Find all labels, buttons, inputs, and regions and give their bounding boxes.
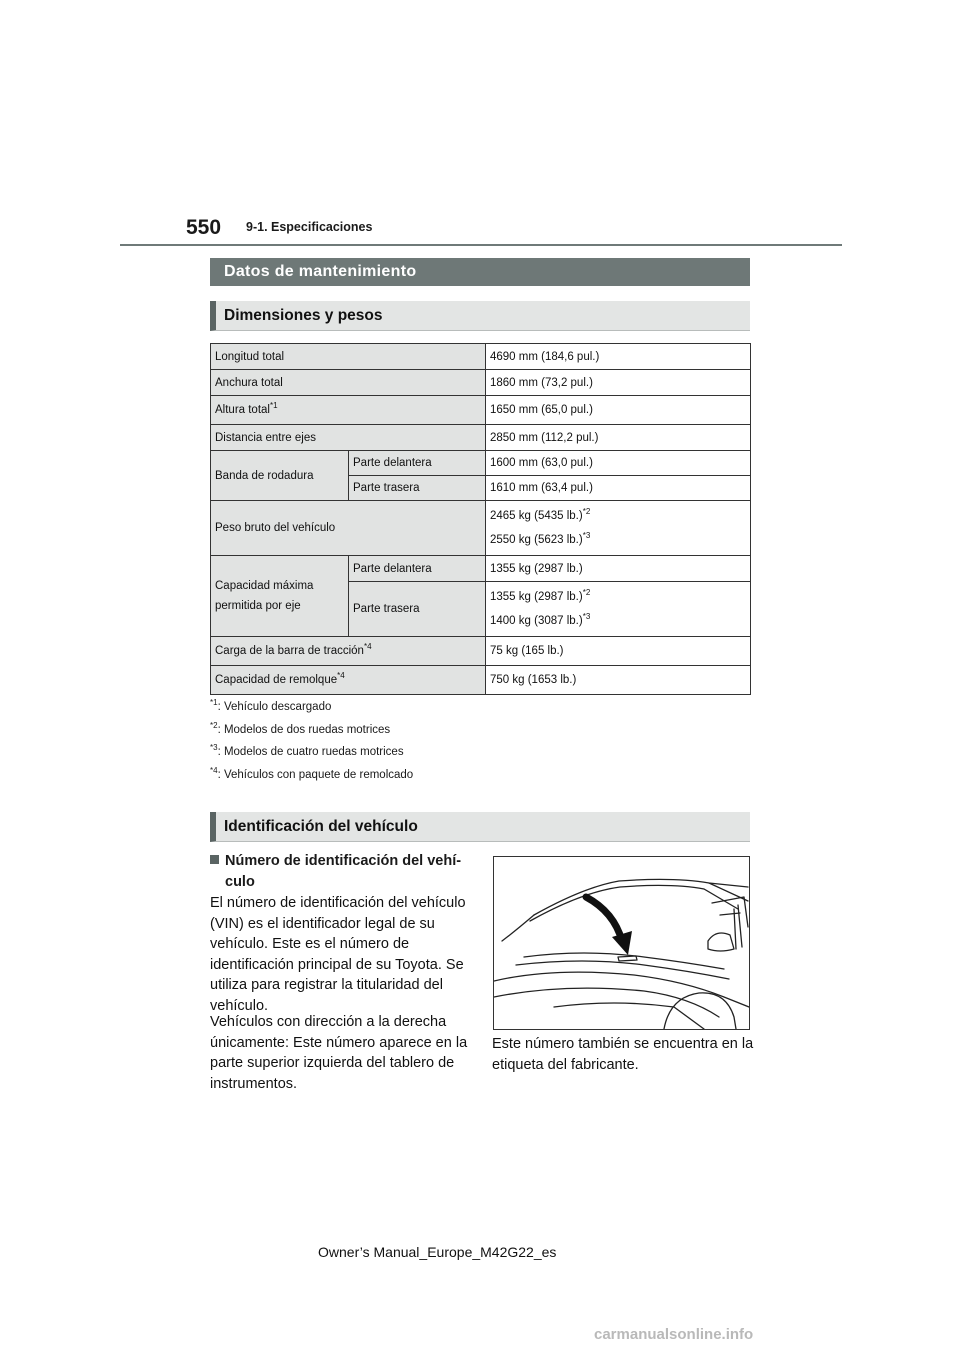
footnote: $^{*2}$: Modelos de dos ruedas motrices [210, 720, 391, 736]
row-value: 2465 kg (5435 lb.)$^{*2}$ 2550 kg (5623 lb.)$^{*3}$ [486, 501, 751, 556]
row-sublabel: Parte delantera [349, 451, 486, 476]
footnote-ref: *2 [582, 507, 591, 517]
table-row [211, 501, 751, 556]
footnote-ref: *1 [269, 401, 278, 411]
car-windshield-icon [494, 857, 749, 1029]
row-value: 1650 mm (65,0 pul.) [486, 396, 751, 425]
row-value: 75 kg (165 lb.) [486, 637, 751, 666]
row-label: Altura total$^{*1}$ [211, 396, 486, 425]
row-value: 1610 mm (63,4 pul.) [486, 476, 751, 501]
row-value: 1860 mm (73,2 pul.) [486, 370, 751, 396]
dimensions-table [210, 343, 751, 695]
dimensions-heading [210, 301, 750, 331]
table-row [211, 344, 751, 370]
footnote-ref: *4 [363, 642, 372, 652]
footnote-ref: *3 [582, 612, 591, 622]
row-label: Capacidad máxima permitida por eje [211, 556, 349, 637]
table-row [211, 666, 751, 695]
row-sublabel: Parte trasera [349, 582, 486, 637]
footnote-ref: *3 [582, 531, 591, 541]
footnote: $^{*4}$: Vehículos con paquete de remolcado [210, 765, 414, 781]
row-sublabel: Parte trasera [349, 476, 486, 501]
table-row [211, 451, 751, 476]
row-value: 4690 mm (184,6 pul.) [486, 344, 751, 370]
table-row [211, 637, 751, 666]
page-number: 550 [186, 216, 222, 239]
footnote-ref: *4 [337, 671, 345, 681]
identification-heading [210, 812, 750, 842]
table-row [211, 556, 751, 582]
row-value: 2850 mm (112,2 pul.) [486, 425, 751, 451]
bullet-square-icon [210, 855, 219, 864]
watermark: carmanualsonline.info [594, 1326, 754, 1343]
banner-title: Datos de mantenimiento [224, 263, 417, 280]
table-row [211, 396, 751, 425]
footnote-ref: *2 [582, 588, 591, 598]
table-row [211, 425, 751, 451]
footnote: $^{*3}$: Modelos de cuatro ruedas motrices [210, 743, 404, 758]
row-label: Carga de la barra de tracción$^{*4}$ [211, 637, 486, 666]
section-title: 9-1. Especificaciones [246, 220, 373, 234]
row-value: 1355 kg (2987 lb.)$^{*2}$ 1400 kg (3087 lb.)$^{*3}$ [486, 582, 751, 637]
header-divider [120, 244, 842, 246]
row-label: Anchura total [211, 370, 486, 396]
dimensions-heading-text: Dimensiones y pesos [224, 306, 383, 324]
identification-heading-text: Identificación del vehículo [224, 817, 418, 835]
vin-subheading: Número de identificación del vehí- culo [210, 851, 470, 893]
footnotes [210, 698, 414, 791]
row-label: Capacidad de remolque$^{*4}$ [211, 666, 486, 695]
row-value: 1355 kg (2987 lb.) [486, 556, 751, 582]
footnote: $^{*1}$: Vehículo descargado [210, 698, 332, 713]
row-label: Peso bruto del vehículo [211, 501, 486, 556]
row-label: Banda de rodadura [211, 451, 349, 501]
row-value: 750 kg (1653 lb.) [486, 666, 751, 695]
row-value: 1600 mm (63,0 pul.) [486, 451, 751, 476]
windshield-vin-illustration [493, 856, 750, 1030]
section-banner [210, 258, 750, 286]
vin-description: El número de identificación del vehículo (VIN) es el identificador legal de su vehículo. Este es el número de identificación principal de su Toyota. Se utiliza para registrar la titularidad del vehículo. [210, 895, 466, 1014]
row-label: Distancia entre ejes [211, 425, 486, 451]
footer-text: Owner’s Manual_Europe_M42G22_es [318, 1244, 557, 1260]
table-row [211, 370, 751, 396]
row-sublabel: Parte delantera [349, 556, 486, 582]
row-label: Longitud total [211, 344, 486, 370]
illustration-caption: Este número también se encuentra en la etiqueta del fabricante. [492, 1036, 754, 1073]
vin-location-text: Vehículos con dirección a la derecha únicamente: Este número aparece en la parte superior izquierda del tablero de instrumentos. [210, 1014, 468, 1092]
